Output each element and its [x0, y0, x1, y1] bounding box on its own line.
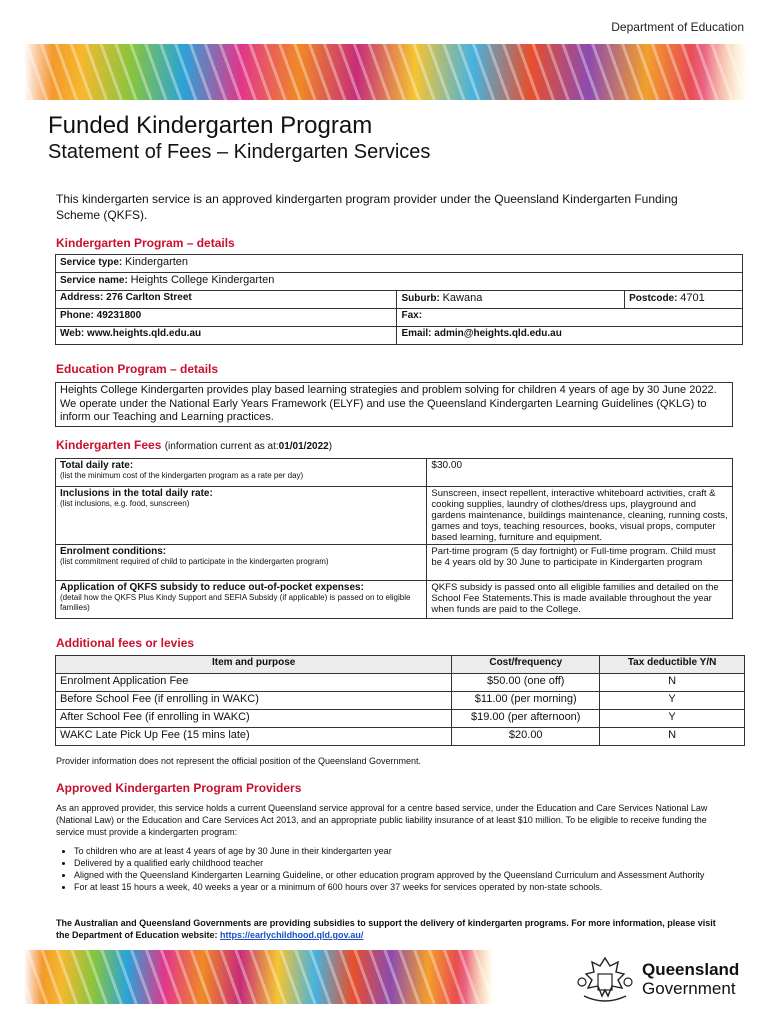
list-item: • To children who are at least 4 years of age by 30 June in their kindergarten year [74, 846, 734, 857]
qkfs-subsidy-value: QKFS subsidy is passed onto all eligible families and detailed on the School Fee Statements.This is made available throughout the year when funds are paid to the College. [427, 581, 733, 619]
web-cell: Web: www.heights.qld.edu.au [56, 327, 397, 345]
approved-providers-text: As an approved provider, this service holds a current Queensland service approval for a centre based service, under the Education and Care Services National Law (National Law) or the Education and Care Services Act 2013, and an appropriate public liability insurance of at least $10 million. To be eligible to receive funding the service must provide a kindergarten program: [56, 803, 708, 837]
phone-cell: Phone: 49231800 [56, 309, 397, 327]
additional-fees-heading: Additional fees or levies [56, 636, 195, 650]
service-type-cell: Service type: Kindergarten [56, 255, 743, 273]
fee-row: Total daily rate: (list the minimum cost of the kindergarten program as a rate per day) $30.00 [56, 459, 733, 487]
watercolour-banner-bottom [24, 950, 494, 1004]
page-subtitle: Statement of Fees – Kindergarten Services [48, 141, 431, 163]
table-row: WAKC Late Pick Up Fee (15 mins late) $20.00 N [56, 728, 745, 746]
suburb-cell: Suburb: Kawana [397, 291, 625, 309]
approved-providers-heading: Approved Kindergarten Program Providers [56, 781, 302, 795]
provider-note: Provider information does not represent the official position of the Queensland Government. [56, 756, 422, 766]
email-cell: Email: admin@heights.qld.edu.au [397, 327, 743, 345]
table-row: Enrolment Application Fee $50.00 (one off) N [56, 674, 745, 692]
eligibility-list [56, 846, 734, 894]
page-title: Funded Kindergarten Program [48, 112, 373, 139]
early-childhood-link[interactable]: https://earlychildhood.qld.gov.au/ [220, 930, 364, 940]
postcode-cell: Postcode: 4701 [625, 291, 743, 309]
list-item: • For at least 15 hours a week, 40 weeks a year or a minimum of 600 hours over 37 weeks for services operated by non-state schools. [74, 882, 734, 893]
column-header: Tax deductible Y/N [600, 656, 745, 674]
table-row: Before School Fee (if enrolling in WAKC) $11.00 (per morning) Y [56, 692, 745, 710]
service-name-cell: Service name: Heights College Kindergarten [56, 273, 743, 291]
queensland-crest-icon [574, 952, 636, 1012]
total-daily-rate-value: $30.00 [427, 459, 733, 487]
table-row: After School Fee (if enrolling in WAKC) $19.00 (per afternoon) Y [56, 710, 745, 728]
enrolment-conditions-value: Part-time program (5 day fortnight) or Full-time program. Child must be 4 years old by 30 June to participate in Kindergarten program [427, 545, 733, 581]
education-program-heading: Education Program – details [56, 362, 219, 376]
additional-fees-table [55, 655, 745, 746]
intro-paragraph: This kindergarten service is an approved kindergarten program provider under the Queensland Kindergarten Funding Scheme (QKFS). [56, 192, 678, 222]
fees-table [55, 458, 733, 619]
qld-government-logo: Queensland Government [642, 960, 740, 998]
department-header: Department of Education [611, 20, 744, 34]
fax-cell: Fax: [397, 309, 743, 327]
program-details-heading: Kindergarten Program – details [56, 236, 235, 250]
list-item: • Delivered by a qualified early childhood teacher [74, 858, 734, 869]
column-header: Cost/frequency [452, 656, 600, 674]
address-cell: Address: 276 Carlton Street [56, 291, 397, 309]
education-program-text: Heights College Kindergarten provides play based learning strategies and problem solving for children 4 years of age by 30 June 2022. We operate under the National Early Years Framework (ELYF) and use the Queensland Kindergarten Learning Guidelines (QKLG) to inform our Teaching and Learning practices. [55, 382, 733, 427]
fee-row: Enrolment conditions: (list commitment required of child to participate in the kindergarten program) Part-time program (5 day fortnight) or Full-time program. Child must be 4 years old by 30 June to participate in Kindergarten program [56, 545, 733, 581]
inclusions-value: Sunscreen, insect repellent, interactive whiteboard activities, craft & cooking supplies, laundry of clothes/dress ups, playground and gardens maintenance, buildings maintenance, cleaning, running costs, games and toys, teaching resources, books, visual props, computer based learning, furniture and equipment. [427, 487, 733, 545]
fees-heading: Kindergarten Fees (information current as at:01/01/2022) [56, 438, 333, 452]
fee-row: Application of QKFS subsidy to reduce out-of-pocket expenses: (detail how the QKFS Plus Kindy Support and SEFIA Subsidy (if applicable) is passed on to eligible families) QKFS subsidy is passed onto all eligible families and detailed on the School Fee Statements.This is made available throughout the year when funds are paid to the College. [56, 581, 733, 619]
fee-row: Inclusions in the total daily rate: (list inclusions, e.g. food, sunscreen) Sunscreen, insect repellent, interactive whiteboard activities, craft & cooking supplies, laundry of clothes/dress ups, playground and gardens maintenance, buildings maintenance, cleaning, running costs, games and toys, teaching resources, books, visual props, computer based learning, furniture and equipment. [56, 487, 733, 545]
list-item: • Aligned with the Queensland Kindergarten Learning Guideline, or other education program approved by the Queensland Curriculum and Assessment Authority [74, 870, 734, 881]
closing-paragraph: The Australian and Queensland Governments are providing subsidies to support the delivery of kindergarten programs. For more information, please visit the Department of Education website: https://earlychildhood.qld.gov.au/ [56, 918, 716, 940]
program-details-table [55, 254, 743, 345]
watercolour-banner-top [24, 44, 748, 100]
column-header: Item and purpose [56, 656, 452, 674]
